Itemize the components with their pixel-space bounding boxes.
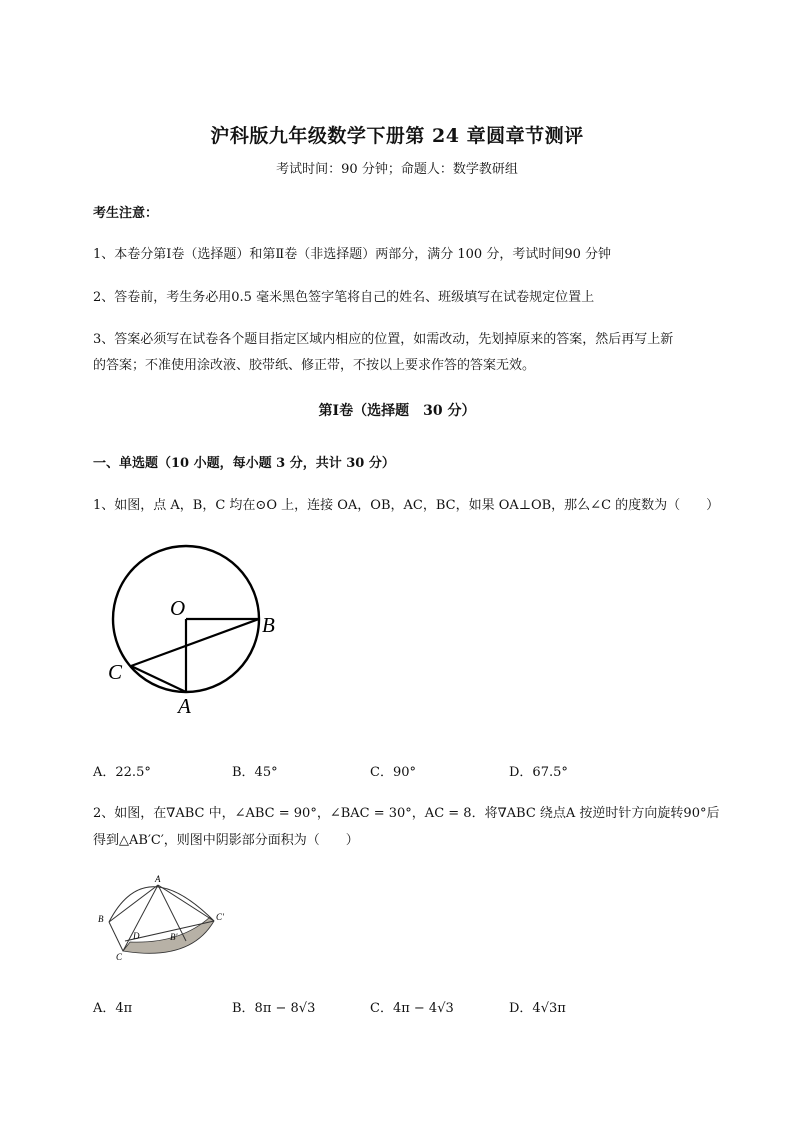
section-title: 第Ⅰ卷（选择题 30 分） [318, 403, 476, 419]
question-2-figure [90, 872, 240, 967]
label-C: C [108, 660, 123, 684]
note-item-2: 2、答卷前，考生务必用0.5 毫米黑色签字笔将自己的姓名、班级填写在试卷规定位置上 [93, 290, 595, 305]
q2-choice-d[interactable]: D．4√3π [509, 1001, 566, 1016]
page-title: 沪科版九年级数学下册第 24 章圆章节测评 [210, 125, 584, 147]
q2-choice-a[interactable]: A．4π [93, 1001, 133, 1016]
label-C-prime: C′ [216, 912, 224, 922]
note-item-1: 1、本卷分第Ⅰ卷（选择题）和第Ⅱ卷（非选择题）两部分，满分 100 分，考试时间90 分钟 [93, 247, 611, 262]
q1-choice-c[interactable]: C．90° [370, 765, 416, 780]
label-B: B [262, 613, 275, 637]
q1-choice-d[interactable]: D．67.5° [509, 765, 568, 780]
label-B-prime: B′ [170, 932, 178, 942]
question-2-stem-line-2: 得到△AB′C′，则图中阴影部分面积为（ ） [93, 833, 359, 848]
question-2-stem-line-1: 2、如图，在∇ABC 中，∠ABC = 90°，∠BAC = 30°，AC = 8．将∇ABC 绕点A 按逆时针方向旋转90°后 [93, 806, 720, 821]
label-C: C [116, 952, 123, 962]
question-1-stem: 1、如图，点 A，B，C 均在⊙O 上，连接 OA，OB，AC，BC，如果 OA⊥OB，那么∠C 的度数为（ ） [93, 498, 720, 513]
label-O: O [170, 596, 186, 620]
q2-choice-c[interactable]: C．4π − 4√3 [370, 1001, 454, 1016]
exam-info: 考试时间：90 分钟；命题人：数学教研组 [276, 162, 518, 177]
q2-choice-b[interactable]: B．8π − 8√3 [232, 1001, 316, 1016]
question-1-figure [100, 535, 300, 725]
note-item-3-cont: 的答案；不准使用涂改液、胶带纸、修正带，不按以上要求作答的答案无效。 [93, 358, 536, 373]
notes-heading: 考生注意： [93, 206, 159, 221]
q1-choice-b[interactable]: B．45° [232, 765, 278, 780]
label-A: A [178, 694, 191, 718]
part-heading: 一、单选题（10 小题，每小题 3 分，共计 30 分） [93, 456, 395, 471]
label-B: B [98, 914, 104, 924]
label-D: D [133, 931, 140, 941]
note-item-3: 3、答案必须写在试卷各个题目指定区域内相应的位置，如需改动，先划掉原来的答案，然后再写上新 [93, 332, 674, 347]
label-A: A [155, 874, 161, 884]
q1-choice-a[interactable]: A．22.5° [93, 765, 151, 780]
